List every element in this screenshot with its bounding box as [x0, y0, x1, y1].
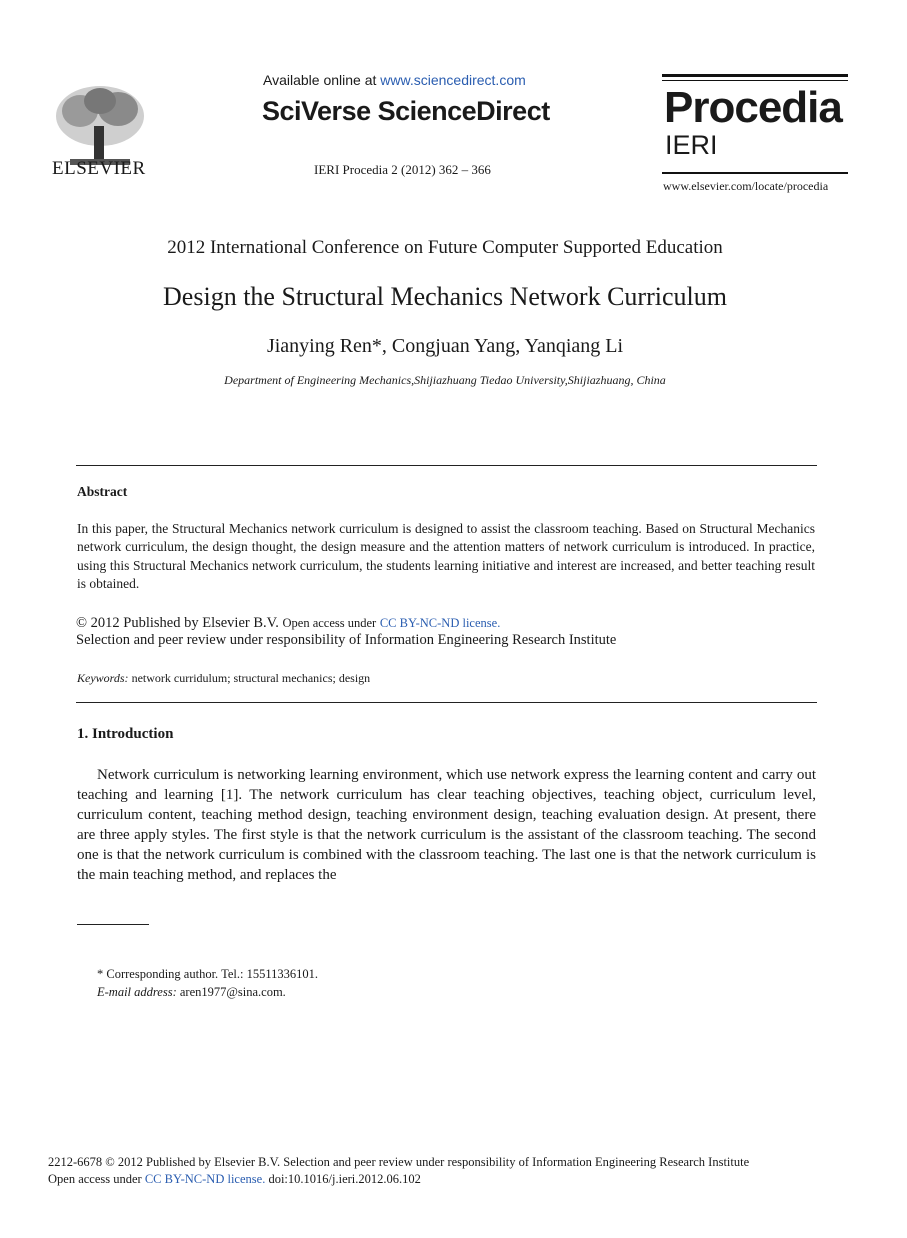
footnote-corresponding-author: * Corresponding author. Tel.: 15511336101. — [97, 967, 318, 981]
elsevier-wordmark: ELSEVIER — [52, 158, 146, 179]
peer-review-line: Selection and peer review under responsibility of Information Engineering Research Institute — [76, 632, 617, 648]
keywords-line — [77, 671, 370, 686]
paper-authors: Jianying Ren*, Congjuan Yang, Yanqiang Li — [266, 335, 624, 357]
divider-top — [76, 465, 817, 466]
introduction-body: Network curriculum is networking learning environment, which use network express the learning content and carry out teaching and learning [1]. The network curriculum has clear teaching objectives, teaching object, curriculum level, curriculum content, teaching method design, teaching environment design, teaching evaluation design. At present, there are three apply styles. The first style is that the network curriculum is the assistant of the classroom teaching. The second one is that the network curriculum is combined with the classroom teaching. The last one is that the network curriculum is the main teaching method, and replaces the — [77, 767, 816, 883]
footer-doi[interactable]: doi:10.1016/j.ieri.2012.06.102 — [268, 1172, 421, 1186]
procedia-logo — [662, 74, 848, 176]
sciverse-wordmark: SciVerse ScienceDirect — [262, 96, 550, 126]
abstract-body: In this paper, the Structural Mechanics network curriculum is designed to assist the classroom teaching. Based on Structural Mechanics network curriculum, the design thought, the design measure and the attention matters of network curriculum is introduced. In practice, using this Structural Mechanics network curriculum, the students learning initiative and interest are increased, and better teaching result is obtained. — [77, 521, 815, 592]
abstract-heading: Abstract — [77, 484, 128, 499]
section-heading-introduction: 1. Introduction — [77, 726, 174, 742]
footnote-divider — [77, 924, 149, 925]
footer-license-line — [48, 1172, 421, 1187]
procedia-subtitle: IERI — [665, 130, 718, 160]
journal-reference: IERI Procedia 2 (2012) 362 – 366 — [314, 162, 491, 177]
license-link[interactable]: CC BY-NC-ND license. — [379, 616, 501, 630]
open-access-text: Open access under — [282, 616, 377, 630]
keywords-text: network curridulum; structural mechanics; design — [131, 671, 371, 685]
conference-name: 2012 International Conference on Future Computer Supported Education — [167, 237, 723, 258]
footer-copyright: 2212-6678 © 2012 Published by Elsevier B.V. Selection and peer review under responsibility of Information Engineering Research Institute — [48, 1155, 750, 1169]
email-address[interactable]: aren1977@sina.com. — [179, 985, 286, 999]
journal-url[interactable]: www.elsevier.com/locate/procedia — [663, 179, 829, 193]
procedia-rule-top — [662, 74, 848, 77]
sciencedirect-link[interactable]: www.sciencedirect.com — [380, 72, 526, 88]
footer-license-link[interactable]: CC BY-NC-ND license. — [144, 1172, 266, 1186]
available-online — [263, 72, 526, 88]
copyright-text: © 2012 Published by Elsevier B.V. — [76, 615, 279, 631]
author-affiliation: Department of Engineering Mechanics,Shijiazhuang Tiedao University,Shijiazhuang, China — [224, 373, 666, 387]
keywords-label: Keywords: — [77, 671, 129, 685]
copyright-line — [76, 615, 500, 632]
email-label: E-mail address: — [97, 985, 177, 999]
footnote-email — [97, 985, 286, 1000]
paper-title: Design the Structural Mechanics Network Curriculum — [163, 282, 727, 311]
procedia-rule-bottom — [662, 172, 848, 174]
footer-open-access: Open access under — [48, 1172, 142, 1186]
available-prefix: Available online at — [263, 72, 381, 88]
procedia-title: Procedia — [664, 83, 842, 132]
divider-bottom — [76, 702, 817, 703]
procedia-rule-top-thin — [662, 80, 848, 81]
